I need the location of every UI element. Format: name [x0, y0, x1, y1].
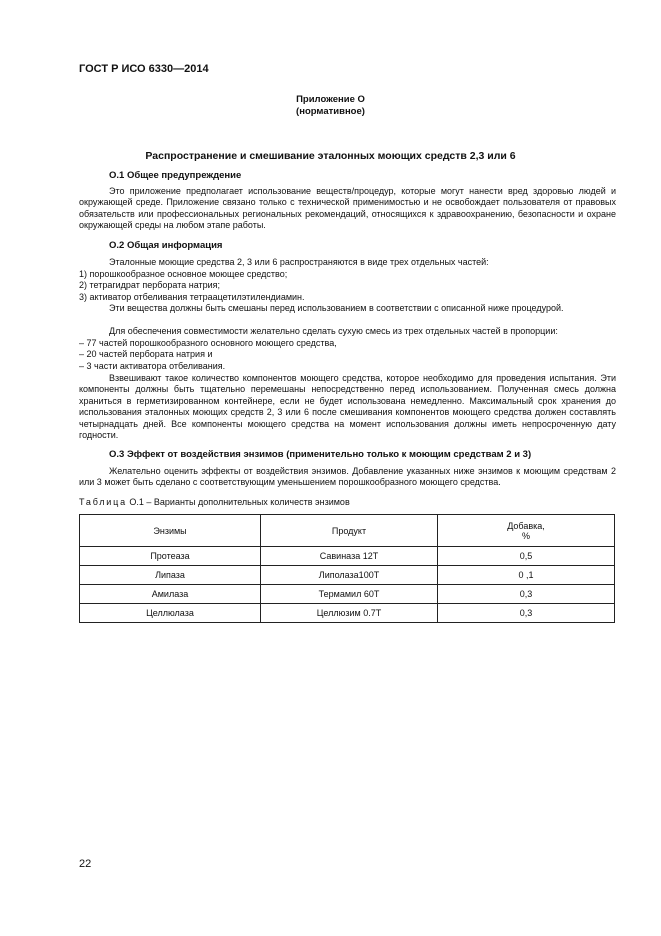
document-header: ГОСТ Р ИСО 6330—2014	[79, 63, 209, 75]
section-o2-proportion-intro: Для обеспечения совместимости желательно сделать сухую смесь из трех отдельных частей в пропорции:	[109, 326, 558, 336]
amount-cell: 0,3	[438, 604, 615, 623]
enzyme-cell: Липаза	[80, 566, 261, 585]
appendix-title: Распространение и смешивание эталонных моющих средств 2,3 или 6	[145, 150, 516, 162]
section-o1-paragraph: Это приложение предполагает использование веществ/процедур, которые могут нанести вред здоровью людей и окружающей среде. Приложение связано только с технической применимостью и не освобождает пользователя от правовых обязательств или профессиональных региональных рекомендаций, относящихся к здравоохранению, безопасности и охране окружающей среды на любом этапе работы.	[79, 186, 616, 231]
column-header-enzymes: Энзимы	[80, 515, 261, 547]
product-cell: Целлюзим 0.7Т	[261, 604, 438, 623]
enzyme-cell: Амилаза	[80, 585, 261, 604]
table-row	[80, 547, 615, 566]
appendix-label: Приложение О	[296, 94, 365, 105]
list-item: – 3 части активатора отбеливания.	[79, 361, 226, 371]
table-caption	[79, 497, 350, 507]
list-item: 1) порошкообразное основное моющее средство;	[79, 269, 288, 279]
list-item: 3) активатор отбеливания тетраацетилэтилендиамин.	[79, 292, 305, 302]
amount-cell: 0,3	[438, 585, 615, 604]
table-row	[80, 585, 615, 604]
section-o3-paragraph: Желательно оценить эффекты от воздействия энзимов. Добавление указанных ниже энзимов к моющим средствам 2 или 3 может быть сделано с соответствующим уменьшением порошкообразного моющего средства.	[79, 466, 616, 488]
enzyme-cell: Целлюлаза	[80, 604, 261, 623]
section-heading-o3: О.3 Эффект от воздействия энзимов (применительно только к моющим средствам 2 и 3)	[109, 449, 532, 460]
column-header-addition-unit: %	[521, 530, 530, 541]
table-caption-text: О.1 – Варианты дополнительных количеств энзимов	[126, 497, 350, 507]
appendix-status: (нормативное)	[296, 106, 365, 117]
product-cell: Липолаза100Т	[261, 566, 438, 585]
amount-cell: 0,5	[438, 547, 615, 566]
product-cell: Термамил 60Т	[261, 585, 438, 604]
list-item: 2) тетрагидрат пербората натрия;	[79, 280, 221, 290]
table-caption-prefix: Таблица	[79, 497, 127, 507]
section-heading-o1: О.1 Общее предупреждение	[109, 170, 242, 181]
product-cell: Савиназа 12Т	[261, 547, 438, 566]
section-o2-intro: Эталонные моющие средства 2, 3 или 6 распространяются в виде трех отдельных частей:	[109, 257, 489, 267]
column-header-product: Продукт	[261, 515, 438, 547]
enzyme-table	[79, 514, 615, 623]
page-number: 22	[79, 858, 92, 870]
table-header-row	[80, 515, 615, 547]
amount-cell: 0 ,1	[438, 566, 615, 585]
enzyme-cell: Протеаза	[80, 547, 261, 566]
section-heading-o2: О.2 Общая информация	[109, 240, 223, 251]
section-o2-procedure-paragraph: Взвешивают такое количество компонентов моющего средства, которое необходимо для проведения испытания. Эти компоненты должны быть тщательно перемешаны непосредственно перед использованием. Полученная смесь должна храниться в герметизированном контейнере, если не будет использована немедленно. Максимальный срок хранения до использования эталонных моющих средств 2, 3 или 6 после смешивания компонентов моющего средства должен составлять четырнадцать дней. Все компоненты моющего средства на момент использования должны иметь непросроченную дату годности.	[79, 373, 616, 441]
column-header-addition	[438, 515, 615, 547]
section-o2-mixing-note: Эти вещества должны быть смешаны перед использованием в соответствии с описанной ниже процедурой.	[109, 303, 564, 313]
list-item: – 77 частей порошкообразного основного моющего средства,	[79, 338, 337, 348]
table-row	[80, 566, 615, 585]
table-row	[80, 604, 615, 623]
column-header-addition-label: Добавка,	[507, 520, 545, 531]
list-item: – 20 частей пербората натрия и	[79, 349, 213, 359]
